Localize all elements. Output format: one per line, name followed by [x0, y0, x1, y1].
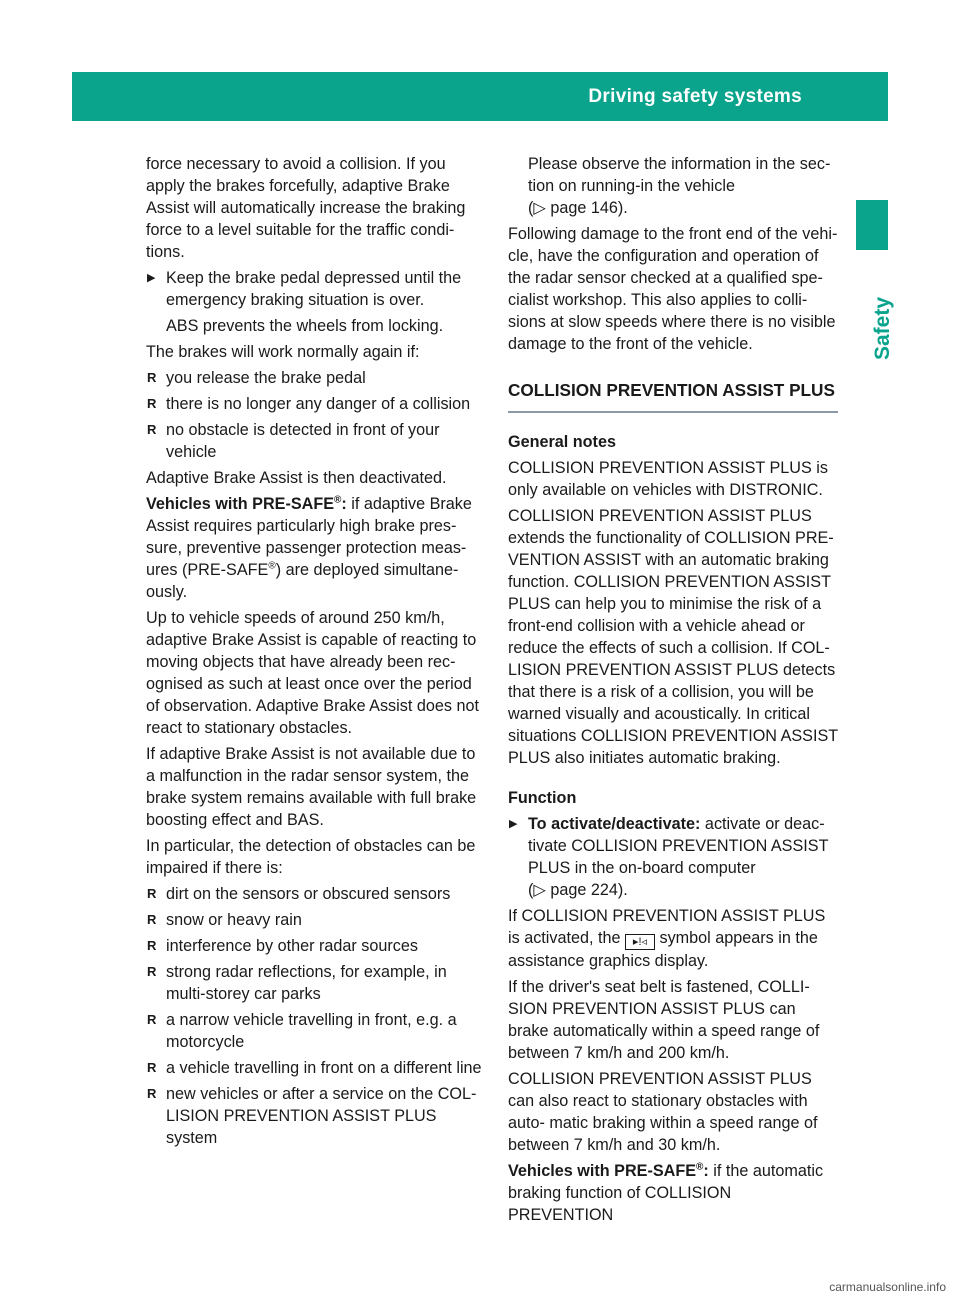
pre-safe-label: Vehicles with PRE-SAFE®:: [146, 494, 347, 513]
paragraph: Please observe the information in the sec- tion on running-in the vehicle (▷ page 146).: [528, 155, 831, 217]
paragraph: COLLISION PREVENTION ASSIST PLUS extends the functionality of COLLISION PRE- VENTION ASSIST with an automatic braking function. COLLISION PREVENTION ASSIST PLUS can help you to minimise the risk of a front-end collision with a vehicle ahead or reduce the effects of such a collision. If COL- LISION PREVENTION ASSIST PLUS detects that there is a risk of a collision, you will be warned visually and acoustically. In critical situations COLLISION PREVENTION ASSIST PLUS also initiates automatic braking.: [508, 507, 838, 767]
header-bar: [72, 72, 943, 121]
paragraph: In particular, the detection of obstacles can be impaired if there is:: [146, 837, 476, 877]
list-item: R snow or heavy rain: [146, 909, 482, 931]
page-reference[interactable]: page 224).: [550, 881, 628, 899]
paragraph: COLLISION PREVENTION ASSIST PLUS can also react to stationary obstacles with auto- matic braking within a speed range of between 7 km/h and 30 km/h.: [508, 1070, 818, 1154]
paragraph: COLLISION PREVENTION ASSIST PLUS is only available on vehicles with DISTRONIC.: [508, 459, 828, 499]
page-number: 67: [921, 85, 943, 107]
paragraph: If COLLISION PREVENTION ASSIST PLUS is activated, the ▸!◃ symbol appears in the assistance graphics display.: [508, 907, 826, 970]
instruction-step: ▶ Keep the brake pedal depressed until the emergency braking situation is over.: [146, 267, 482, 311]
paragraph: If the driver's seat belt is fastened, COLLI- SION PREVENTION ASSIST PLUS can brake automatically within a speed range of between 7 km/h and 200 km/h.: [508, 978, 820, 1062]
list-item: R a narrow vehicle travelling in front, e.g. a motorcycle: [146, 1009, 482, 1053]
right-column: [508, 153, 838, 1230]
paragraph: Following damage to the front end of the vehi- cle, have the configuration and operation of the radar sensor checked at a qualified spe- cialist workshop. This also applies to colli- sions at slow speeds where there is no visible damage to the front of the vehicle.: [508, 225, 838, 353]
paragraph: Vehicles with PRE-SAFE®: if adaptive Brake Assist requires particularly high brake pres- sure, preventive passenger protection meas- ures (PRE-SAFE®) are deployed simultane- ously.: [146, 494, 472, 601]
page-ref-arrow-icon: ▷: [533, 881, 546, 899]
paragraph: Adaptive Brake Assist is then deactivated.: [146, 469, 447, 487]
page-ref-arrow-icon: ▷: [533, 199, 546, 217]
list-item: R you release the brake pedal: [146, 367, 482, 389]
paragraph: If adaptive Brake Assist is not available due to a malfunction in the radar sensor system, the brake system remains available with full brake boosting effect and BAS.: [146, 745, 477, 829]
list-item: R dirt on the sensors or obscured sensors: [146, 883, 482, 905]
subheading-function: Function: [508, 789, 577, 807]
paragraph: force necessary to avoid a collision. If you apply the brakes forcefully, adaptive Brake Assist will automatically increase the braking force to a level suitable for the traffic condi- tions.: [146, 155, 466, 261]
chapter-tab-marker: [856, 200, 888, 250]
paragraph: Vehicles with PRE-SAFE®: if the automatic braking function of COLLISION PREVENTION: [508, 1161, 824, 1224]
paragraph: The brakes will work normally again if:: [146, 343, 420, 361]
watermark: carmanualsonline.info: [829, 1280, 946, 1294]
list-item: R there is no longer any danger of a collision: [146, 393, 482, 415]
page-reference[interactable]: page 146).: [550, 199, 628, 217]
instruction-step: ▶ To activate/deactivate: activate or deac- tivate COLLISION PREVENTION ASSIST PLUS in the on-board computer (▷ page 224).: [508, 813, 838, 901]
list-item: R interference by other radar sources: [146, 935, 482, 957]
subheading-general-notes: General notes: [508, 433, 616, 451]
step-note: ABS prevents the wheels from locking.: [166, 317, 444, 335]
list-item: R strong radar reflections, for example, in multi-storey car parks: [146, 961, 482, 1005]
paragraph: Up to vehicle speeds of around 250 km/h, adaptive Brake Assist is capable of reacting to moving objects that have already been rec- ognised as such at least once over the period of observation. Adaptive Brake Assist does not react to stationary obstacles.: [146, 609, 479, 737]
left-column: [146, 153, 482, 1153]
section-header-title: Driving safety systems: [588, 85, 802, 107]
pre-safe-label: Vehicles with PRE-SAFE®:: [508, 1161, 709, 1180]
list-item: R new vehicles or after a service on the COL- LISION PREVENTION ASSIST PLUS system: [146, 1083, 482, 1149]
list-item: R no obstacle is detected in front of your vehicle: [146, 419, 482, 463]
collision-warning-symbol-icon: ▸!◃: [625, 934, 655, 950]
section-title: COLLISION PREVENTION ASSIST PLUS: [508, 379, 838, 413]
list-item: R a vehicle travelling in front on a different line: [146, 1057, 482, 1079]
